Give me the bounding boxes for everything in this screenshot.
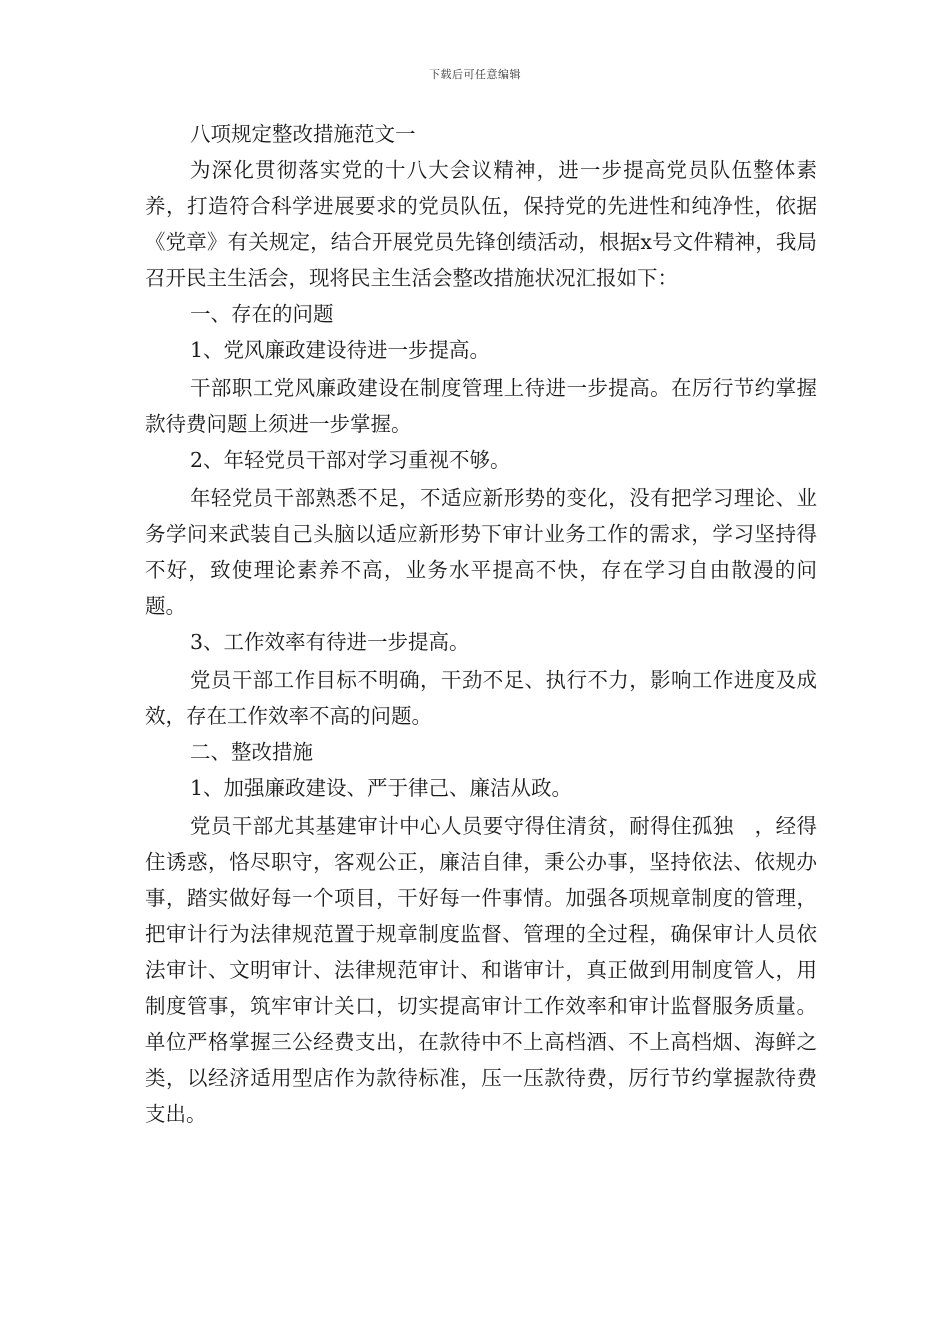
intro-paragraph: 为深化贯彻落实党的十八大会议精神，进一步提高党员队伍整体素养，打造符合科学进展要求的党员队伍，保持党的先进性和纯净性，依据《党章》有关规定，结合开展党员先锋创绩活动，根据x号文件精神，我局召开民主生活会，现将民主生活会整改措施状况汇报如下：: [145, 158, 817, 290]
problem-3-body: 党员干部工作目标不明确，干劲不足、执行不力，影响工作进度及成效，存在工作效率不高的问题。: [145, 668, 817, 728]
measure-1-title: 1、加强廉政建设、严于律己、廉洁从政。: [190, 776, 573, 800]
problem-2-body: 年轻党员干部熟悉不足，不适应新形势的变化，没有把学习理论、业务学问来武装自己头脑以适应新形势下审计业务工作的需求，学习坚持得不好，致使理论素养不高，业务水平提高不快，存在学习自由散漫的问题。: [145, 486, 817, 618]
problem-2-title: 2、年轻党员干部对学习重视不够。: [190, 448, 511, 472]
problem-1-body: 干部职工党风廉政建设在制度管理上待进一步提高。在厉行节约掌握款待费问题上须进一步掌握。: [145, 376, 817, 436]
page-header-note: 下载后可任意编辑: [429, 68, 521, 81]
document-body: [145, 116, 817, 1132]
section-heading-measures: 二、整改措施: [190, 740, 313, 764]
problem-1-title: 1、党风廉政建设待进一步提高。: [190, 338, 491, 362]
document-title: 八项规定整改措施范文一: [190, 122, 416, 146]
problem-3-title: 3、工作效率有待进一步提高。: [190, 630, 470, 654]
section-heading-problems: 一、存在的问题: [190, 302, 334, 326]
measure-1-body: 党员干部尤其基建审计中心人员要守得住清贫，耐得住孤独 ，经得住诱惑，恪尽职守，客观公正，廉洁自律，秉公办事，坚持依法、依规办事，踏实做好每一个项目，干好每一件事情。加强各项规章制度的管理，把审计行为法律规范置于规章制度监督、管理的全过程，确保审计人员依法审计、文明审计、法律规范审计、和谐审计，真正做到用制度管人，用制度管事，筑牢审计关口，切实提高审计工作效率和审计监督服务质量。单位严格掌握三公经费支出，在款待中不上高档酒、不上高档烟、海鲜之类，以经济适用型店作为款待标准，压一压款待费，厉行节约掌握款待费支出。: [145, 814, 817, 1126]
